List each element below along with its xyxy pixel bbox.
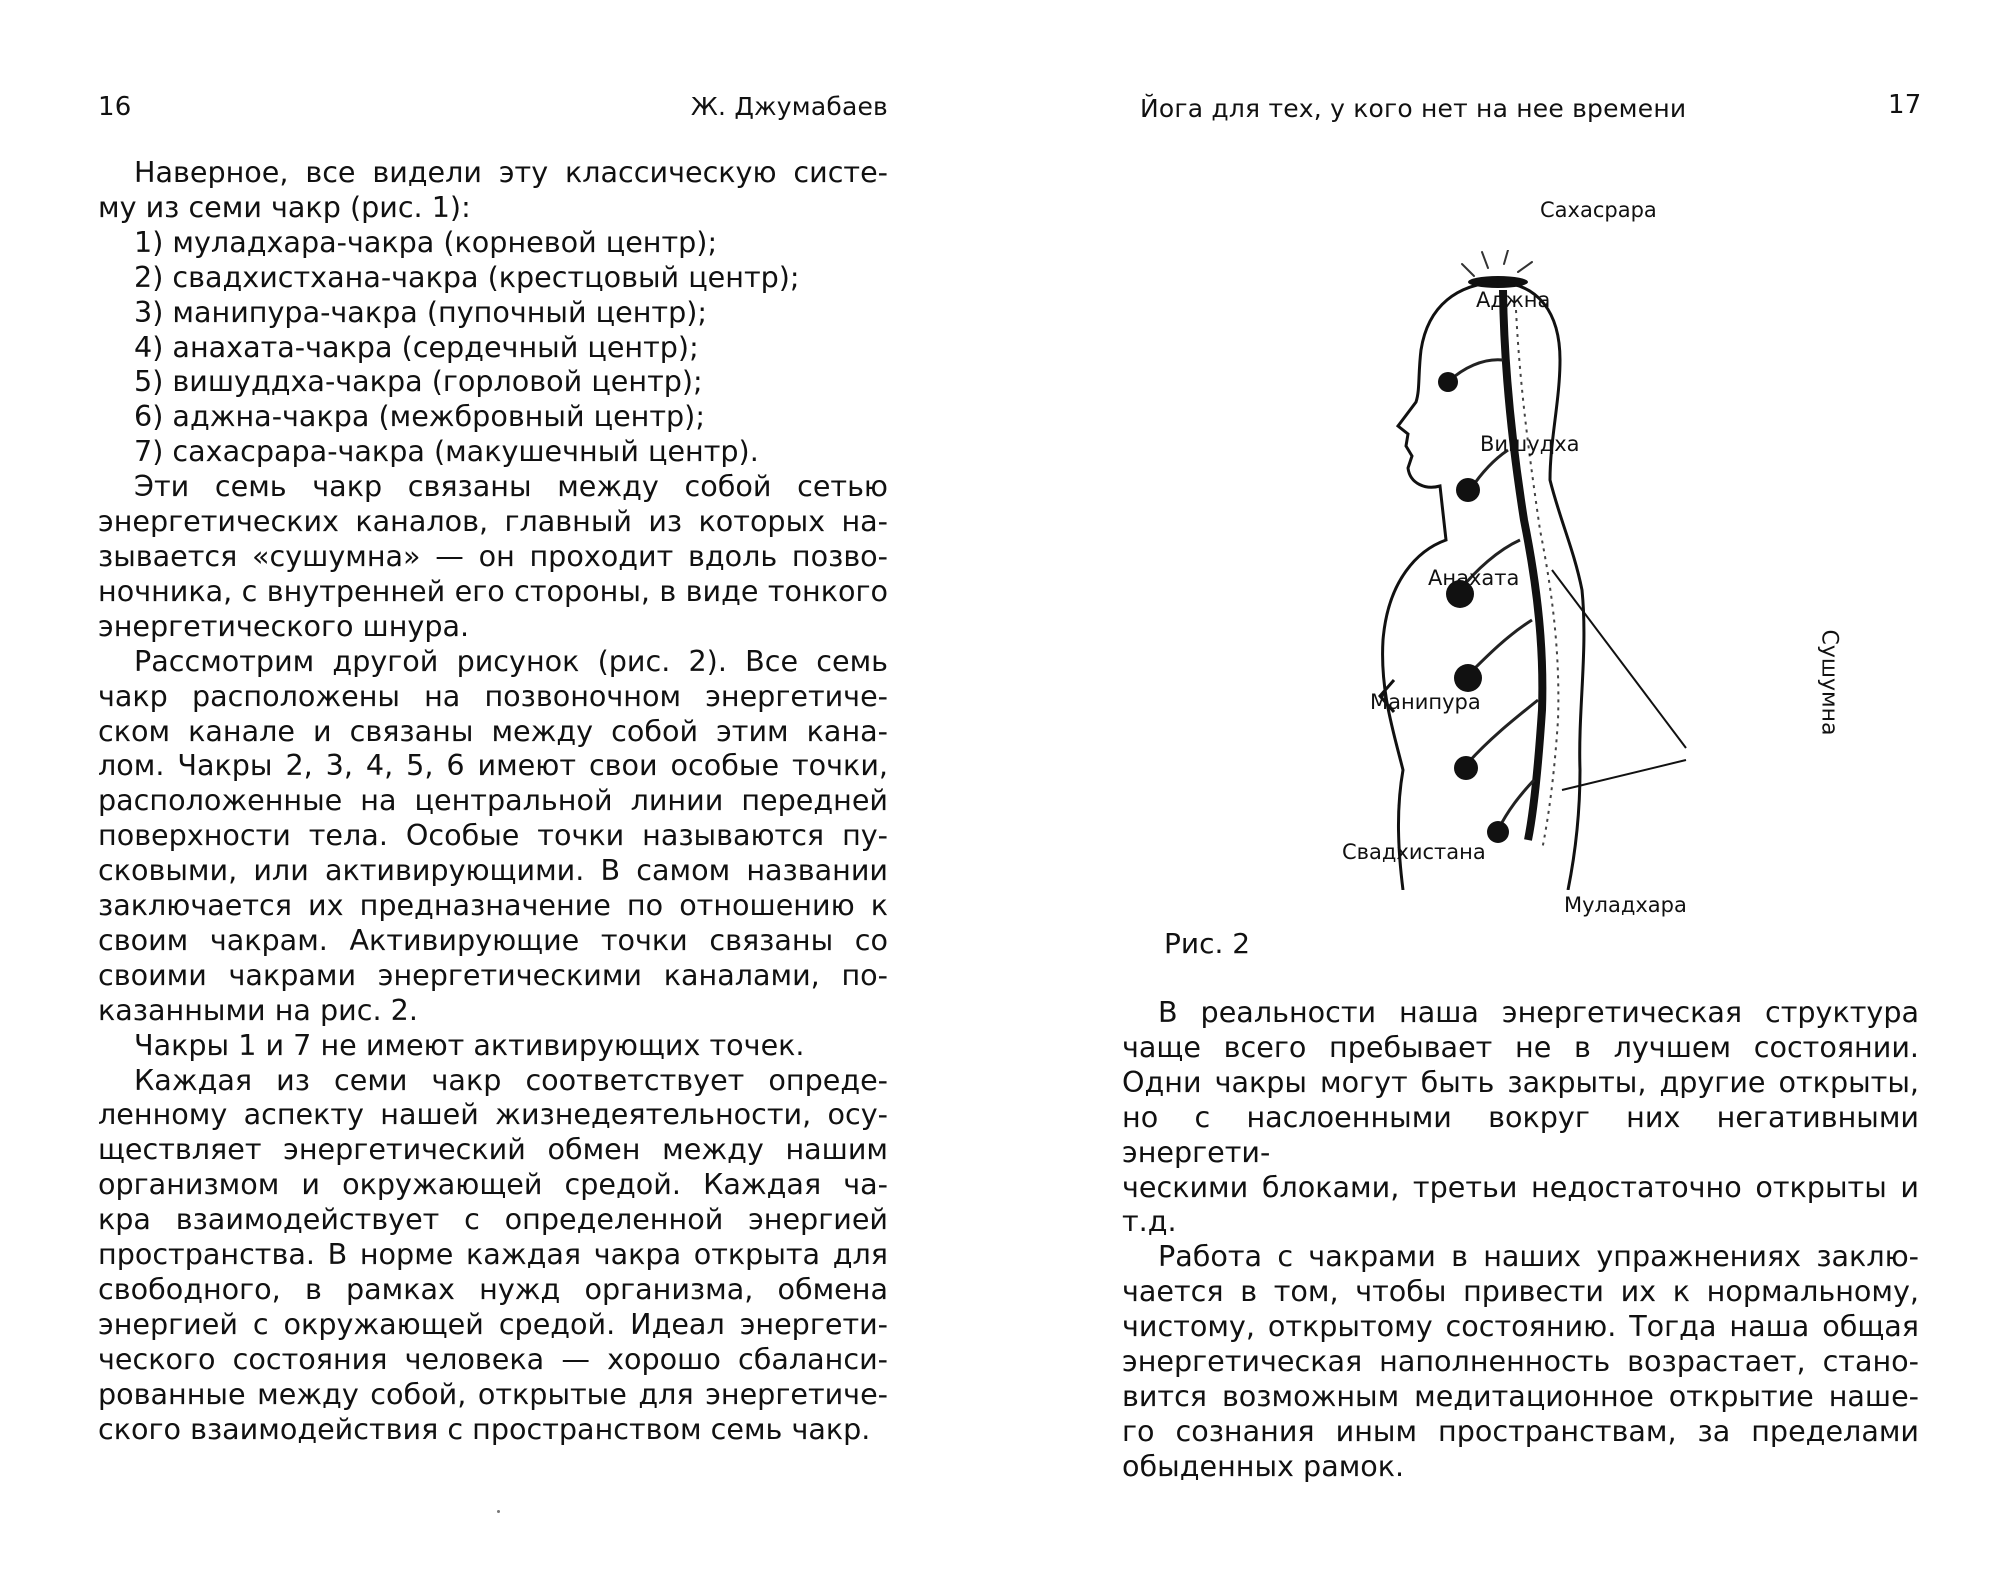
text-line: энергией с окружающей средой. Идеал энергети- [98, 1306, 888, 1341]
text-line: энергетического шнура. [98, 608, 470, 643]
spine [1503, 290, 1542, 840]
text-line: ского взаимодействия с пространством семь чакр. [98, 1411, 871, 1446]
text-line: ческими блоками, третьи недостаточно открыты и [1122, 1169, 1919, 1204]
chakra-figure [1298, 250, 1858, 890]
scan-speck [497, 1510, 500, 1513]
text-line: свободного, в рамках нужд организма, обмена [98, 1272, 888, 1306]
text-line: чается в том, чтобы привести их к нормальному, [1122, 1274, 1919, 1309]
text-line: му из семи чакр (рис. 1): [98, 189, 471, 224]
text-line: лом. Чакры 2, 3, 4, 5, 6 имеют свои особые точки, [98, 748, 888, 783]
text-line: Чакры 1 и 7 не имеют активирующих точек. [134, 1027, 805, 1062]
text-line: энергетических каналов, главный из которых на- [98, 504, 888, 539]
label-ajna: Аджна [1476, 288, 1551, 312]
text-line: Рассмотрим другой рисунок (рис. 2). Все семь [134, 643, 888, 678]
text-line: кра взаимодействует с определенной энергией [98, 1202, 888, 1237]
list-item: 6) аджна-чакра (межбровный центр); [134, 399, 705, 434]
page-number-left: 16 [98, 92, 132, 122]
text-line: Наверное, все видели эту классическую систе- [134, 155, 888, 189]
figure-caption: Рис. 2 [1164, 927, 1251, 960]
label-manipura: Манипура [1370, 690, 1481, 714]
text-line: но с наслоенными вокруг них негативными энергети- [1122, 1099, 1919, 1169]
text-line: зывается «сушумна» — он проходит вдоль позво- [98, 538, 888, 573]
text-line: пространства. В норме каждая чакра открыта для [98, 1237, 888, 1272]
label-muladhara: Муладхара [1564, 893, 1687, 917]
text-line: чистому, открытому состоянию. Тогда наша общая [1122, 1309, 1919, 1344]
list-item: 1) муладхара-чакра (корневой центр); [134, 224, 718, 259]
text-line: ночника, с внутренней его стороны, в виде тонкого [98, 573, 888, 608]
text-line: ческого состояния человека — хорошо сбаланси- [98, 1341, 888, 1376]
text-line: Каждая из семи чакр соответствует опреде- [134, 1062, 888, 1097]
text-line: обыденных рамок. [1122, 1448, 1405, 1483]
label-svadhisthana: Свадхистана [1342, 840, 1486, 864]
label-sahasrara: Сахасрара [1540, 198, 1657, 222]
text-line: энергетическая наполненность возрастает, стано- [1122, 1344, 1919, 1379]
list-item: 7) сахасрара-чакра (макушечный центр). [134, 434, 759, 469]
text-line: казанными на рис. 2. [98, 992, 418, 1027]
list-item: 2) свадхистхана-чакра (крестцовый центр); [134, 259, 800, 294]
right-text-column [1122, 995, 1919, 1484]
text-line: ском канале и связаны между собой этим кана- [98, 713, 888, 748]
text-line: организмом и окружающей средой. Каждая ча- [98, 1167, 888, 1202]
text-line: своими чакрами энергетическими каналами, по- [98, 957, 888, 992]
text-line: Эти семь чакр связаны между собой сетью [134, 469, 888, 504]
running-head-right: Йога для тех, у кого нет на нее времени [1140, 94, 1687, 123]
label-vishuddha: Вишудха [1480, 432, 1580, 456]
text-line: ленному аспекту нашей жизнедеятельности, осу- [98, 1097, 888, 1132]
crown-rays [1462, 250, 1532, 276]
text-line: чакр расположены на позвоночном энергетиче- [98, 678, 888, 713]
left-text-column [98, 155, 888, 1447]
right-page [998, 0, 1996, 1574]
list-item: 4) анахата-чакра (сердечный центр); [134, 329, 699, 364]
text-line: ществляет энергетический обмен между нашим [98, 1132, 888, 1167]
text-line: рованные между собой, открытые для энергетиче- [98, 1376, 888, 1411]
label-anahata: Анахата [1428, 566, 1520, 590]
text-line: го сознания иным пространствам, за пределами [1122, 1413, 1919, 1448]
text-line: Работа с чакрами в наших упражнениях заклю- [1158, 1239, 1919, 1274]
text-line: заключается их предназначение по отношению к [98, 888, 888, 923]
text-line: В реальности наша энергетическая структура [1158, 995, 1919, 1029]
text-line: т.д. [1122, 1204, 1177, 1239]
list-item: 3) манипура-чакра (пупочный центр); [134, 294, 708, 329]
text-line: вится возможным медитационное открытие наше- [1122, 1378, 1919, 1413]
sushumna-pointers [1552, 570, 1686, 790]
text-line: Одни чакры могут быть закрыты, другие открыты, [1122, 1064, 1919, 1099]
text-line: сковыми, или активирующими. В самом названии [98, 853, 888, 888]
text-line: поверхности тела. Особые точки называются пу- [98, 818, 888, 853]
text-line: расположенные на центральной линии передней [98, 783, 888, 818]
page-number-right: 17 [1888, 90, 1922, 120]
text-line: своим чакрам. Активирующие точки связаны со [98, 922, 888, 957]
running-head-left: Ж. Джумабаев [690, 92, 888, 121]
label-sushumna: Сушумна [1816, 629, 1842, 736]
text-line: чаще всего пребывает не в лучшем состоянии. [1122, 1029, 1919, 1064]
list-item: 5) вишуддха-чакра (горловой центр); [134, 364, 703, 399]
